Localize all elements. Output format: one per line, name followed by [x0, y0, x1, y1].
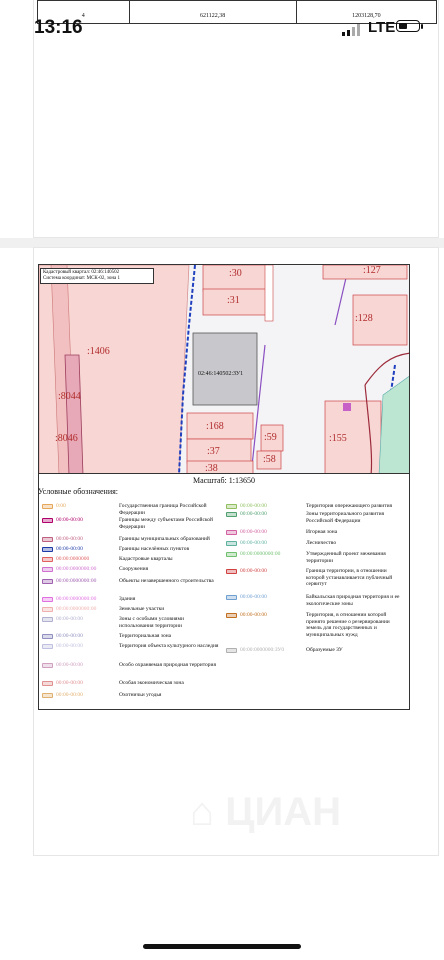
signal-icon	[342, 24, 364, 36]
legend-code-left-8: 00:00:0000000:00	[56, 606, 97, 612]
legend-swatch-left-14	[42, 693, 53, 698]
map-label: :8046	[55, 433, 78, 444]
network-type: LTE	[368, 19, 396, 36]
legend-label-right-2: Игорная зона	[306, 529, 338, 535]
map-label: :128	[355, 313, 373, 324]
map-info-crs: Система координат: МСК-02, зона 1	[43, 276, 121, 281]
legend-swatch-right-1	[226, 512, 237, 517]
legend-code-left-7: 00:00:0000000:00	[56, 596, 97, 602]
legend-swatch-left-9	[42, 617, 53, 622]
table-cell-x: 621122,38	[130, 1, 297, 23]
legend-swatch-left-8	[42, 607, 53, 612]
legend-label-left-13: Особая экономическая зона	[119, 680, 184, 686]
legend-swatch-left-0	[42, 504, 53, 509]
legend-swatch-left-2	[42, 537, 53, 542]
legend-code-left-4: 00:00:0000000	[56, 556, 90, 562]
legend-swatch-right-4	[226, 552, 237, 557]
legend-swatch-right-2	[226, 530, 237, 535]
legend-code-left-2: 00:00-00:00	[56, 536, 83, 542]
legend-label-right-7: Территория, в отношении которой принято решение о резервировании земель для государственных и муниципальных нужд	[306, 612, 390, 638]
legend-label-left-12: Особо охраняемая природная территория	[119, 662, 217, 668]
map-label: :168	[206, 421, 224, 432]
status-time: 13:16	[34, 17, 83, 38]
map-label: :31	[227, 295, 240, 306]
legend-swatch-left-6	[42, 579, 53, 584]
legend-code-right-0: 00:00-00:00	[240, 503, 267, 509]
map-label: :38	[205, 463, 218, 474]
legend-swatch-left-4	[42, 557, 53, 562]
legend-code-left-1: 00:00-00:00	[56, 517, 83, 523]
map-label: :8044	[58, 391, 81, 402]
cadastral-map	[38, 264, 410, 474]
legend-code-left-13: 00:00-00:00	[56, 680, 83, 686]
table-cell-y: 1203128,70	[352, 13, 381, 19]
map-label: :59	[264, 432, 277, 443]
map-label: :155	[329, 433, 347, 444]
legend-code-left-11: 00:00-00:00	[56, 643, 83, 649]
legend-label-right-8: Образуемые ЗУ	[306, 647, 343, 653]
battery-icon	[396, 20, 420, 32]
legend-label-left-3: Границы населённых пунктов	[119, 546, 190, 552]
legend-label-left-10: Территориальная зона	[119, 633, 172, 639]
legend-label-left-7: Здания	[119, 596, 136, 602]
legend-title: Условные обозначения:	[38, 487, 119, 496]
parcel-label: 02:46:140502:ЗУ1	[198, 371, 244, 377]
legend-code-left-14: 00:00-00:00	[56, 692, 83, 698]
legend-swatch-right-0	[226, 504, 237, 509]
map-label: :58	[263, 454, 276, 465]
legend-label-left-9: Зоны с особыми условиями использования территории	[119, 616, 184, 629]
legend-swatch-right-3	[226, 541, 237, 546]
legend-swatch-right-6	[226, 595, 237, 600]
map-label: :37	[207, 446, 220, 457]
legend-label-left-8: Земельные участки	[119, 606, 165, 612]
home-indicator[interactable]	[143, 944, 301, 949]
map-info-quarter: Кадастровый квартал: 02:46:140502	[43, 270, 120, 275]
battery-cap	[421, 24, 423, 29]
legend-code-right-4: 00:00:0000000:00	[240, 551, 281, 557]
legend-code-left-10: 00:00-00:00	[56, 633, 83, 639]
legend-code-left-9: 00:00-00:00	[56, 616, 83, 622]
map-scale: Масштаб: 1:13650	[192, 476, 256, 485]
legend-swatch-left-1	[42, 518, 53, 523]
legend-code-right-7: 00:00-00:00	[240, 612, 267, 618]
legend-code-right-6: 00:00-00:00	[240, 594, 267, 600]
legend-code-right-1: 00:00-00:00	[240, 511, 267, 517]
legend-label-left-1: Границы между субъектами Российской Федерации	[119, 517, 213, 530]
legend-label-right-4: Утвержденный проект межевания территории	[306, 551, 386, 564]
legend-label-left-14: Охотничьи угодья	[119, 692, 162, 698]
legend-label-left-2: Границы муниципальных образований	[119, 536, 210, 542]
legend-swatch-left-10	[42, 634, 53, 639]
legend-swatch-right-8	[226, 648, 237, 653]
legend-label-left-11: Территория объекта культурного наследия	[119, 643, 219, 649]
legend-label-right-0: Территория опережающего развития	[306, 503, 393, 509]
legend-swatch-left-5	[42, 567, 53, 572]
legend-label-left-6: Объекты незавершенного строительства	[119, 578, 214, 584]
legend-code-left-12: 00:00-00:00	[56, 662, 83, 668]
legend-code-right-3: 00:00-00:00	[240, 540, 267, 546]
legend-label-right-1: Зоны территориального развития Российской Федерации	[306, 511, 385, 524]
legend-swatch-left-12	[42, 663, 53, 668]
legend-swatch-left-13	[42, 681, 53, 686]
map-label: :127	[363, 265, 381, 276]
legend-swatch-right-5	[226, 569, 237, 574]
legend-label-left-5: Сооружения	[119, 566, 149, 572]
legend-label-left-4: Кадастровые кварталы	[119, 556, 173, 562]
legend-label-right-3: Лесничество	[306, 540, 337, 546]
legend-label-left-0: Государственная граница Российской Федерации	[119, 503, 207, 516]
legend-code-left-5: 00:00:0000000:00	[56, 566, 97, 572]
map-label: :30	[229, 268, 242, 279]
legend-code-left-6: 00:00:0000000:00	[56, 578, 97, 584]
legend-code-right-2: 00:00-00:00	[240, 529, 267, 535]
map-label: :1406	[87, 346, 110, 357]
legend-label-right-6: Байкальская природная территория и ее экологические зоны	[306, 594, 400, 607]
legend-code-right-5: 00:00-00:00	[240, 568, 267, 574]
legend-code-left-3: 00:00-00:00	[56, 546, 83, 552]
legend-swatch-right-7	[226, 613, 237, 618]
table-cell-index: 4	[38, 1, 130, 23]
legend-code-left-0: 0:00	[56, 503, 66, 509]
map-drawing	[39, 265, 410, 474]
legend-label-right-5: Граница территории, в отношении которой устанавливается публичный сервитут	[306, 568, 393, 587]
legend-swatch-left-3	[42, 547, 53, 552]
legend-swatch-left-11	[42, 644, 53, 649]
map-info-box	[40, 268, 154, 284]
legend-swatch-left-7	[42, 597, 53, 602]
watermark-icon: ⌂ ЦИАН	[190, 790, 342, 834]
legend-code-right-8: 00:00:0000000:ЗУ0	[240, 647, 285, 653]
